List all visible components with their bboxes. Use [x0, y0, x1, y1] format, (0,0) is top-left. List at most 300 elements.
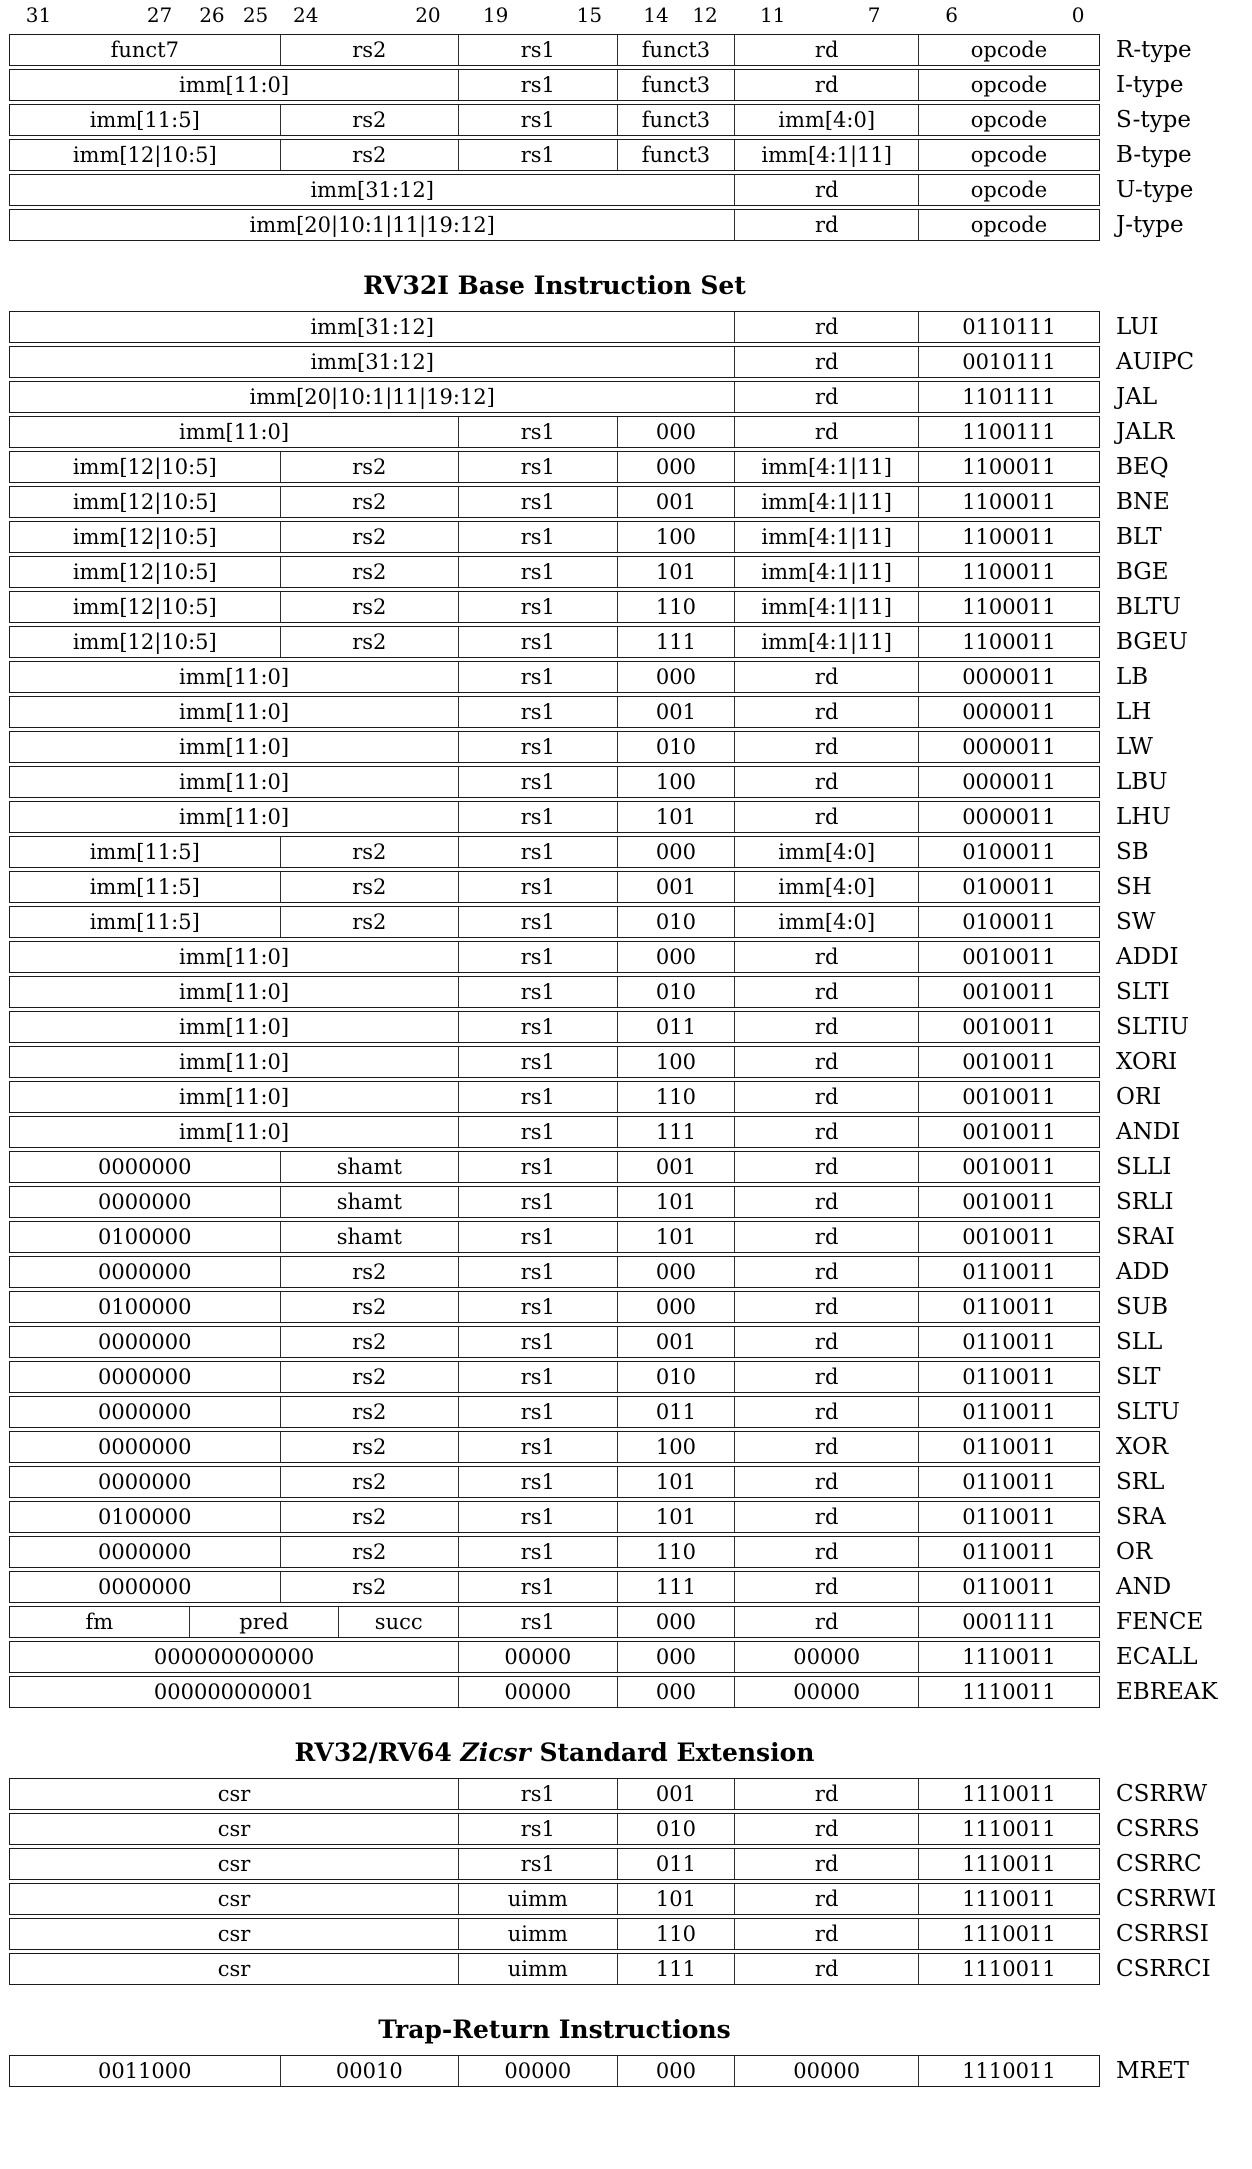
instruction-label: ECALL	[1116, 1644, 1198, 1670]
section-title-text: RV32/RV64	[294, 1738, 461, 1767]
bitfield-row	[9, 766, 1100, 798]
field-cell: 110	[617, 1537, 735, 1567]
bitfield-row	[9, 381, 1100, 413]
field-cell: 100	[617, 1432, 735, 1462]
rv32i-base-section	[9, 271, 1252, 1708]
field-cell: 111	[617, 1117, 735, 1147]
field-cell: 0010011	[918, 942, 1099, 972]
instruction-row	[9, 556, 1252, 588]
field-cell: rd	[734, 312, 918, 342]
field-cell: fm	[85, 1610, 114, 1634]
section-title-text: RV32I Base Instruction Set	[363, 271, 746, 300]
field-cell: 000	[617, 1607, 735, 1637]
field-cell: rs1	[458, 1047, 616, 1077]
field-cell: funct3	[617, 140, 735, 170]
field-cell: rs1	[458, 1502, 616, 1532]
field-cell: succ	[338, 1607, 458, 1637]
field-cell: imm[12|10:5]	[72, 455, 217, 479]
field-cell: rs2	[280, 872, 459, 902]
field-cell: rs1	[458, 697, 616, 727]
field-cell: rd	[734, 977, 918, 1007]
field-cell: 1110011	[918, 1814, 1099, 1844]
field-cell: rd	[734, 1954, 918, 1984]
bitfield-row	[9, 1536, 1100, 1568]
field-cell: 101	[617, 1187, 735, 1217]
instruction-row	[9, 1046, 1252, 1078]
field-cell: rs1	[458, 1397, 616, 1427]
instruction-row	[9, 1641, 1252, 1673]
field-cell: 101	[617, 557, 735, 587]
field-cell: imm[4:1|11]	[734, 452, 918, 482]
instruction-row	[9, 209, 1252, 241]
bitfield-row	[9, 1641, 1100, 1673]
bitfield-row	[9, 836, 1100, 868]
field-cell: rd	[734, 1537, 918, 1567]
field-cell: rs2	[280, 1397, 459, 1427]
field-cell: 111	[617, 627, 735, 657]
field-cell: 0110011	[918, 1467, 1099, 1497]
field-cell: rs1	[458, 732, 616, 762]
instruction-label: ADDI	[1116, 944, 1179, 970]
field-cell: imm[4:1|11]	[734, 140, 918, 170]
field-cell: rs2	[280, 1502, 459, 1532]
bitfield-row	[9, 976, 1100, 1008]
field-cell: funct7	[110, 38, 179, 62]
field-cell: rs2	[280, 907, 459, 937]
bitfield-row	[9, 451, 1100, 483]
bitfield-row	[9, 1116, 1100, 1148]
field-cell: rs2	[280, 140, 459, 170]
field-cell: opcode	[918, 35, 1099, 65]
instruction-label: CSRRWI	[1116, 1886, 1217, 1912]
instruction-label: SH	[1116, 874, 1152, 900]
instruction-label: BLTU	[1116, 594, 1182, 620]
field-cell: 000	[617, 662, 735, 692]
field-cell: rs1	[458, 592, 616, 622]
field-cell: imm[31:12]	[310, 350, 434, 374]
instruction-row	[9, 1361, 1252, 1393]
field-cell: rs1	[458, 1187, 616, 1217]
instruction-label: MRET	[1116, 2058, 1189, 2084]
bitfield-row	[9, 1953, 1100, 1985]
field-cell: 001	[617, 1327, 735, 1357]
field-cell: rs1	[458, 1537, 616, 1567]
field-cell: 000	[617, 942, 735, 972]
instruction-label: SB	[1116, 839, 1149, 865]
field-cell: 011	[617, 1397, 735, 1427]
field-cell: imm[11:5]	[89, 840, 200, 864]
field-cell: 1100011	[918, 487, 1099, 517]
instruction-row	[9, 836, 1252, 868]
instruction-label: LUI	[1116, 314, 1159, 340]
field-cell: 000	[617, 1677, 735, 1707]
field-cell: 00000	[734, 1677, 918, 1707]
instruction-row	[9, 1536, 1252, 1568]
bitfield-row	[9, 1571, 1100, 1603]
instruction-row	[9, 1221, 1252, 1253]
field-cell: rs1	[458, 1222, 616, 1252]
field-cell: uimm	[458, 1954, 616, 1984]
field-cell: 101	[617, 1502, 735, 1532]
field-cell: rs2	[280, 1292, 459, 1322]
field-cell: 0000000	[97, 1330, 192, 1354]
field-cell: rd	[734, 210, 918, 240]
bit-label: 27	[146, 3, 173, 27]
field-cell: 001	[617, 487, 735, 517]
field-cell: rs1	[458, 942, 616, 972]
bitfield-row	[9, 1918, 1100, 1950]
instruction-label: SRLI	[1116, 1189, 1174, 1215]
field-cell: rd	[734, 662, 918, 692]
field-cell: rs1	[458, 35, 616, 65]
instruction-label: EBREAK	[1116, 1679, 1218, 1705]
field-cell: shamt	[280, 1222, 459, 1252]
field-cell: 0100000	[97, 1225, 192, 1249]
field-cell: rs2	[280, 837, 459, 867]
field-cell: 0110011	[918, 1397, 1099, 1427]
field-cell: imm[11:0]	[179, 700, 290, 724]
instruction-row	[9, 346, 1252, 378]
field-cell: 000	[617, 417, 735, 447]
instruction-label: ANDI	[1116, 1119, 1181, 1145]
instruction-label: BEQ	[1116, 454, 1169, 480]
field-cell: 001	[617, 1152, 735, 1182]
field-cell: imm[11:0]	[179, 420, 290, 444]
field-cell: rs1	[458, 557, 616, 587]
field-cell: uimm	[458, 1919, 616, 1949]
field-cell: rd	[734, 417, 918, 447]
field-cell: 0000000	[97, 1260, 192, 1284]
field-cell: 0000011	[918, 767, 1099, 797]
field-cell: rs1	[458, 1849, 616, 1879]
field-cell: 000	[617, 2056, 735, 2086]
field-cell: 0100011	[918, 837, 1099, 867]
instruction-row	[9, 1501, 1252, 1533]
field-cell: 111	[617, 1954, 735, 1984]
instruction-row	[9, 766, 1252, 798]
field-cell: 0110011	[918, 1292, 1099, 1322]
instruction-row	[9, 1081, 1252, 1113]
bitfield-row	[9, 1046, 1100, 1078]
field-cell: 000	[617, 837, 735, 867]
field-cell: 0000011	[918, 662, 1099, 692]
field-cell: 110	[617, 1082, 735, 1112]
instruction-row	[9, 906, 1252, 938]
field-cell: funct3	[617, 35, 735, 65]
instruction-label: BGE	[1116, 559, 1169, 585]
bit-label: 25	[242, 3, 269, 27]
section-title-text: Standard Extension	[530, 1738, 815, 1767]
bitfield-row	[9, 906, 1100, 938]
field-cell: imm[11:0]	[179, 665, 290, 689]
field-cell: 0100011	[918, 907, 1099, 937]
field-cell: 0000000	[97, 1190, 192, 1214]
field-cell: imm[20|10:1|11|19:12]	[249, 213, 495, 237]
field-cell: imm[11:5]	[89, 910, 200, 934]
instruction-label: LW	[1116, 734, 1153, 760]
instruction-row	[9, 1813, 1252, 1845]
field-cell: funct3	[617, 70, 735, 100]
instruction-row	[9, 871, 1252, 903]
field-cell: 1110011	[918, 1849, 1099, 1879]
bitfield-row	[9, 209, 1100, 241]
field-cell: 00000	[458, 2056, 616, 2086]
field-cell: rs1	[458, 837, 616, 867]
field-cell: 0110111	[918, 312, 1099, 342]
field-cell: rs2	[280, 1572, 459, 1602]
field-cell: rs1	[458, 1082, 616, 1112]
bitfield-row	[9, 2055, 1100, 2087]
instruction-label: BLT	[1116, 524, 1162, 550]
field-cell: rd	[734, 767, 918, 797]
bit-label: 7	[867, 3, 881, 27]
instruction-label: CSRRW	[1116, 1781, 1208, 1807]
field-cell: rs2	[280, 105, 459, 135]
instruction-row	[9, 1571, 1252, 1603]
instruction-row	[9, 1606, 1252, 1638]
instruction-label: CSRRC	[1116, 1851, 1202, 1877]
field-cell: rd	[734, 1884, 918, 1914]
field-cell: 1100011	[918, 592, 1099, 622]
instruction-row	[9, 381, 1252, 413]
field-cell: rd	[734, 1919, 918, 1949]
field-cell: imm[4:1|11]	[734, 557, 918, 587]
field-cell: 110	[617, 1919, 735, 1949]
field-cell: 001	[617, 872, 735, 902]
field-cell: rd	[734, 1187, 918, 1217]
bitfield-row	[9, 416, 1100, 448]
instruction-row	[9, 311, 1252, 343]
field-cell: 101	[617, 1467, 735, 1497]
field-cell: imm[12|10:5]	[72, 595, 217, 619]
field-cell: opcode	[918, 210, 1099, 240]
bitfield-row	[9, 1326, 1100, 1358]
instruction-label: OR	[1116, 1539, 1153, 1565]
bit-label: 20	[415, 3, 441, 27]
field-cell: 0110011	[918, 1327, 1099, 1357]
instruction-label: BGEU	[1116, 629, 1188, 655]
field-cell: rd	[734, 70, 918, 100]
field-cell: rd	[734, 1222, 918, 1252]
field-cell: funct3	[617, 105, 735, 135]
instruction-row	[9, 1011, 1252, 1043]
bitfield-row	[9, 1291, 1100, 1323]
instruction-row	[9, 1186, 1252, 1218]
instruction-row	[9, 104, 1252, 136]
field-cell: 101	[617, 1222, 735, 1252]
instruction-row	[9, 1151, 1252, 1183]
field-cell: rs1	[458, 1152, 616, 1182]
field-cell: imm[11:0]	[179, 945, 290, 969]
field-cell: 00000	[734, 1642, 918, 1672]
field-cell: rd	[734, 1257, 918, 1287]
field-cell: imm[20|10:1|11|19:12]	[249, 385, 495, 409]
instruction-row	[9, 34, 1252, 66]
bitfield-row	[9, 1848, 1100, 1880]
instruction-row	[9, 626, 1252, 658]
field-cell: 1110011	[918, 1642, 1099, 1672]
field-cell: shamt	[280, 1152, 459, 1182]
bitfield-row	[9, 1466, 1100, 1498]
instruction-row	[9, 976, 1252, 1008]
field-cell: 0010011	[918, 1152, 1099, 1182]
instruction-row	[9, 731, 1252, 763]
field-cell: imm[31:12]	[310, 178, 434, 202]
field-cell: 1110011	[918, 1919, 1099, 1949]
field-cell: rd	[734, 1327, 918, 1357]
field-cell: 00000	[458, 1642, 616, 1672]
instruction-label: BNE	[1116, 489, 1170, 515]
field-cell: imm[31:12]	[310, 315, 434, 339]
field-cell: 00000	[458, 1677, 616, 1707]
field-cell: rs1	[458, 977, 616, 1007]
bitfield-row	[9, 1081, 1100, 1113]
field-cell: 0010011	[918, 1117, 1099, 1147]
instruction-label: CSRRSI	[1116, 1921, 1209, 1947]
section-title	[9, 1738, 1100, 1768]
field-cell: rs1	[458, 1362, 616, 1392]
bitfield-row	[9, 1813, 1100, 1845]
bitfield-row	[9, 1361, 1100, 1393]
field-cell: rd	[734, 1432, 918, 1462]
field-cell: 0000000	[97, 1540, 192, 1564]
instruction-row	[9, 69, 1252, 101]
field-cell: 0011000	[97, 2059, 192, 2083]
field-cell: rs2	[280, 592, 459, 622]
field-cell: rd	[734, 1397, 918, 1427]
field-cell: 1110011	[918, 1779, 1099, 1809]
field-cell: 111	[617, 1572, 735, 1602]
instruction-label: ORI	[1116, 1084, 1162, 1110]
bit-position-header	[9, 2, 1100, 34]
field-cell: 0110011	[918, 1572, 1099, 1602]
field-cell: rd	[734, 1292, 918, 1322]
field-cell: rs1	[458, 1257, 616, 1287]
bitfield-row	[9, 696, 1100, 728]
field-cell: imm[11:0]	[179, 1015, 290, 1039]
field-cell: 011	[617, 1849, 735, 1879]
bitfield-row	[9, 1501, 1100, 1533]
bitfield-row	[9, 1256, 1100, 1288]
field-cell: rs1	[458, 1814, 616, 1844]
instruction-label: LBU	[1116, 769, 1168, 795]
field-cell: imm[11:5]	[89, 108, 200, 132]
field-cell: 0110011	[918, 1537, 1099, 1567]
field-cell: 0010011	[918, 1187, 1099, 1217]
field-cell: imm[4:0]	[734, 837, 918, 867]
field-cell: rs1	[458, 522, 616, 552]
field-cell: 0000011	[918, 732, 1099, 762]
instruction-label: AND	[1116, 1574, 1172, 1600]
field-cell: 1110011	[918, 1954, 1099, 1984]
field-cell: 00010	[280, 2056, 459, 2086]
bitfield-row	[9, 556, 1100, 588]
field-cell: rs2	[280, 1537, 459, 1567]
field-cell: opcode	[918, 140, 1099, 170]
instruction-label: SLL	[1116, 1329, 1163, 1355]
field-cell: 0110011	[918, 1257, 1099, 1287]
instruction-row	[9, 1848, 1252, 1880]
instruction-row	[9, 1778, 1252, 1810]
bitfield-row	[9, 1151, 1100, 1183]
field-cell: rd	[734, 1152, 918, 1182]
field-cell: 001	[617, 697, 735, 727]
instruction-label: SW	[1116, 909, 1156, 935]
bitfield-row	[9, 346, 1100, 378]
bitfield-row	[9, 69, 1100, 101]
section-title	[9, 2015, 1100, 2045]
field-cell: rd	[734, 175, 918, 205]
bit-label: 31	[25, 3, 52, 27]
field-cell: imm[4:0]	[734, 907, 918, 937]
instruction-label: U-type	[1116, 177, 1194, 203]
field-cell: csr	[217, 1922, 251, 1946]
field-cell: opcode	[918, 175, 1099, 205]
instruction-row	[9, 1676, 1252, 1708]
field-cell: rs2	[280, 522, 459, 552]
field-cell: rd	[734, 1467, 918, 1497]
instruction-row	[9, 1918, 1252, 1950]
field-cell: 1100011	[918, 522, 1099, 552]
field-cell: imm[11:5]	[89, 875, 200, 899]
field-cell: rs1	[458, 1467, 616, 1497]
field-cell: rs1	[458, 1432, 616, 1462]
bitfield-row	[9, 139, 1100, 171]
field-cell: rs1	[458, 1012, 616, 1042]
field-cell: rd	[734, 1814, 918, 1844]
instruction-label: SUB	[1116, 1294, 1169, 1320]
field-cell: 101	[617, 802, 735, 832]
field-cell: rs2	[280, 557, 459, 587]
field-cell: imm[12|10:5]	[72, 560, 217, 584]
instruction-row	[9, 1326, 1252, 1358]
instruction-row	[9, 1116, 1252, 1148]
field-cell: 1100011	[918, 557, 1099, 587]
field-cell: rd	[734, 1849, 918, 1879]
field-cell: 1110011	[918, 2056, 1099, 2086]
field-cell: 0110011	[918, 1432, 1099, 1462]
instruction-row	[9, 591, 1252, 623]
field-cell: rs1	[458, 1327, 616, 1357]
bitfield-row	[9, 1186, 1100, 1218]
field-cell: 1101111	[918, 382, 1099, 412]
field-cell: rs1	[458, 452, 616, 482]
field-cell: imm[12|10:5]	[72, 630, 217, 654]
field-cell: 0000011	[918, 697, 1099, 727]
field-cell: opcode	[918, 105, 1099, 135]
field-cell: 0000000	[97, 1470, 192, 1494]
field-cell: rs1	[458, 105, 616, 135]
field-cell: rs1	[458, 767, 616, 797]
field-cell: rd	[734, 1082, 918, 1112]
field-cell: rd	[734, 697, 918, 727]
instruction-row	[9, 1431, 1252, 1463]
field-cell: csr	[217, 1887, 251, 1911]
field-cell: 0110011	[918, 1362, 1099, 1392]
field-cell: rd	[734, 1117, 918, 1147]
field-cell: imm[11:0]	[179, 73, 290, 97]
instruction-label: XORI	[1116, 1049, 1178, 1075]
field-cell: rs1	[458, 140, 616, 170]
field-cell: 0100011	[918, 872, 1099, 902]
field-cell: 0000000	[97, 1400, 192, 1424]
field-cell: rd	[734, 347, 918, 377]
field-cell: imm[11:0]	[179, 1050, 290, 1074]
field-cell: imm[12|10:5]	[72, 490, 217, 514]
field-cell: imm[4:0]	[734, 105, 918, 135]
field-cell: csr	[217, 1782, 251, 1806]
bitfield-row	[9, 34, 1100, 66]
